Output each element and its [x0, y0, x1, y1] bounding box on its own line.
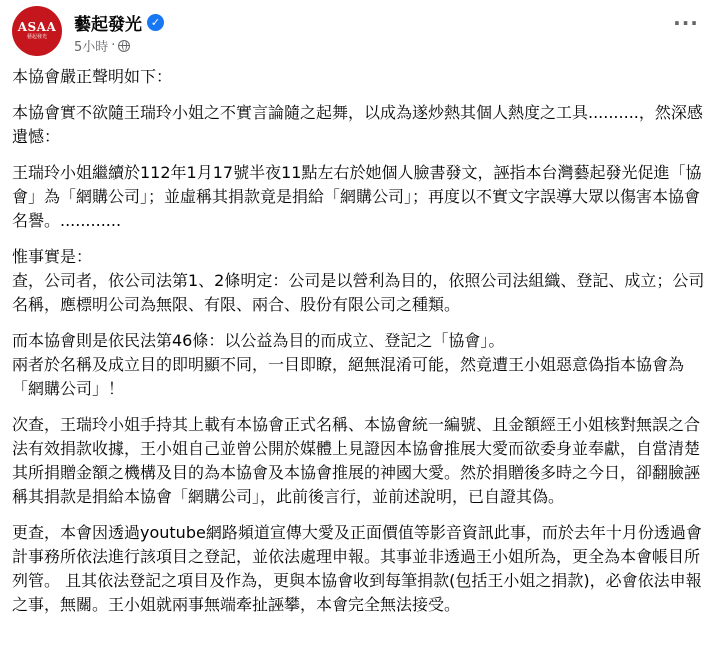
post-header [12, 4, 708, 60]
meta-separator: · [111, 38, 116, 53]
post-paragraph: 本協會嚴正聲明如下： [12, 67, 173, 86]
avatar-logo-subtext: 藝起發光 [26, 34, 47, 40]
post-paragraph: 更查，本會因透過youtube網路頻道宣傳大愛及正面價值等影音資訊此事，而於去年十月份透過會計事務所依法進行該項目之登記，並依法處理申報。其事並非透過王小姐所為，更全為本會帳目所列管。 且其依法登記之項目及作為，更與本協會收到每筆捐款(包括王小姐之捐款)，必會依法申報之事，無關。王小姐就兩事無端牽扯誣攀，本會完全無法接受。 [12, 523, 702, 614]
avatar-logo-text: ASAA [17, 20, 57, 34]
post-timestamp[interactable]: 5小時 [74, 40, 109, 55]
post-paragraph: 王瑞玲小姐繼續於112年1月17號半夜11點左右於她個人臉書發文，誣指本台灣藝起發光促進「協會」為「網購公司」；並虛稱其捐款竟是捐給「網購公司」；再度以不實文字誤導大眾以傷害本協會名譽。............ [12, 163, 702, 230]
verified-badge-icon: ✓ [147, 14, 164, 31]
post-paragraph: 次查，王瑞玲小姐手持其上載有本協會正式名稱、本協會統一編號、且金額經王小姐核對無誤之合法有效捐款收據，王小姐自己並曾公開於媒體上見證因本協會推展大愛而欲委身並奉獻，自當清楚其所捐贈金額之機構及目的為本協會及本協會推展的神國大愛。然於捐贈後多時之今日，卻翻臉誣稱其捐款是捐給本協會「網購公司」，此前後言行，並前述說明，已自證其偽。 [12, 415, 701, 506]
post-paragraph: 而本協會則是依民法第46條：以公益為目的而成立、登記之「協會」。 兩者於名稱及成立目的即明顯不同，一目即瞭，絕無混淆可能，然竟遭王小姐惡意偽指本協會為「網購公司」！ [12, 331, 685, 398]
page-name-label[interactable]: 藝起發光 [74, 15, 142, 35]
post-meta [74, 36, 130, 55]
post-content [12, 65, 708, 629]
page-name[interactable] [74, 10, 164, 35]
post-paragraph: 本協會實不欲隨王瑞玲小姐之不實言論隨之起舞，以成為遂炒熱其個人熱度之工具..........，然深感遺憾： [12, 103, 703, 146]
more-options-button[interactable] [668, 12, 704, 42]
more-options-icon: ··· [673, 11, 699, 35]
globe-icon [118, 40, 130, 52]
post-paragraph: 惟事實是： 查，公司者，依公司法第1、2條明定：公司是以營利為目的，依照公司法組織、登記、成立；公司名稱，應標明公司為無限、有限、兩合、股份有限公司之種類。 [12, 247, 705, 314]
page-avatar[interactable] [12, 6, 62, 56]
